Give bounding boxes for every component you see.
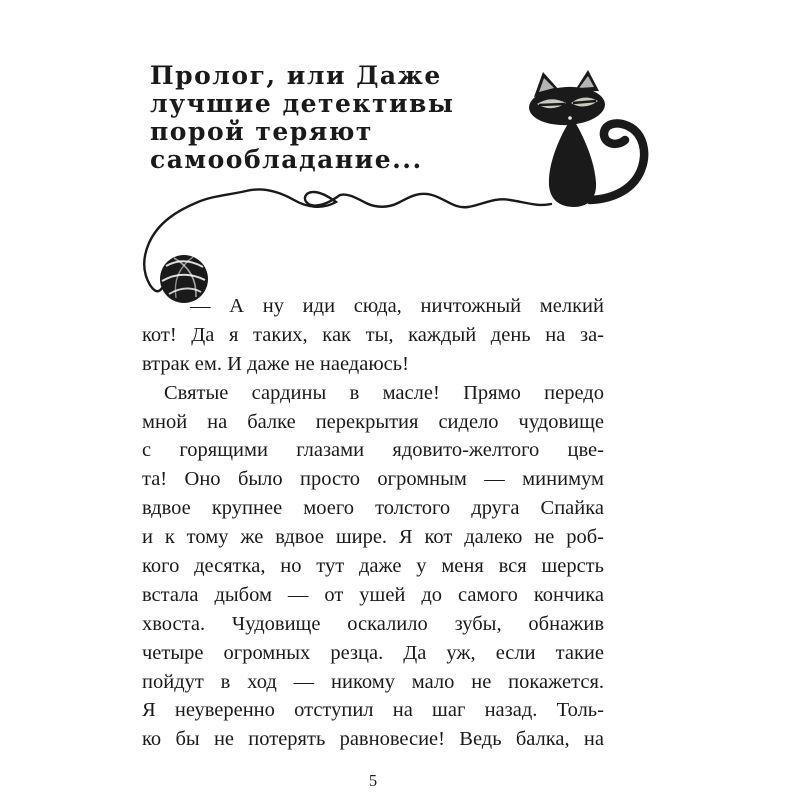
text-line: с горящими глазами ядовито-желтого цве- — [142, 439, 604, 462]
illustration-svg — [0, 0, 800, 340]
text-line: Святые сардины в масле! Прямо передо — [164, 381, 604, 404]
cat-nose-dot — [568, 116, 572, 120]
text-line: четыре огромных резца. Да уж, если такие — [142, 641, 604, 664]
black-cat-illustration — [528, 70, 644, 207]
chapter-title-line: Пролог, или Даже — [150, 61, 442, 90]
cat-tail — [590, 123, 644, 200]
text-line: — А ну иди сюда, ничтожный мелкий — [190, 295, 604, 317]
text-line: кот! Да я таких, как ты, каждый день на за- — [142, 323, 604, 346]
page-number: 5 — [368, 771, 378, 790]
text-line: хвоста. Чудовище оскалило зубы, обнажив — [142, 612, 604, 635]
chapter-title-line: лучшие детективы — [150, 89, 455, 118]
text-line: ко бы не потерять равновесие! Ведь балка, на — [142, 728, 604, 751]
text-line: та! Оно было просто огромным — минимум — [142, 468, 604, 491]
cat-eye-left-slit — [539, 104, 565, 105]
chapter-title-line: порой теряют — [150, 117, 373, 146]
text-line: встала дыбом — от ушей до самого кончика — [142, 583, 604, 606]
text-line: мной на балке перекрытия сидело чудовище — [142, 410, 604, 433]
paragraph — [142, 379, 604, 755]
text-line: вдвое крупнее моего толстого друга Спайка — [142, 497, 604, 520]
cat-body — [549, 122, 596, 207]
text-line: кого десятка, но тут даже у меня вся шерсть — [142, 555, 604, 578]
text-line: и к тому же вдвое шире. Я кот далеко не роб- — [142, 526, 604, 549]
paragraph — [142, 292, 604, 379]
text-line: Я неуверенно отступил на шаг назад. Толь- — [142, 699, 604, 722]
chapter-title-line: самообладание... — [150, 145, 423, 174]
body-text — [142, 292, 604, 754]
text-line: пойдут в ход — никому мало не покажется. — [142, 670, 604, 693]
text-line: втрак ем. И даже не наедаюсь! — [142, 352, 409, 375]
